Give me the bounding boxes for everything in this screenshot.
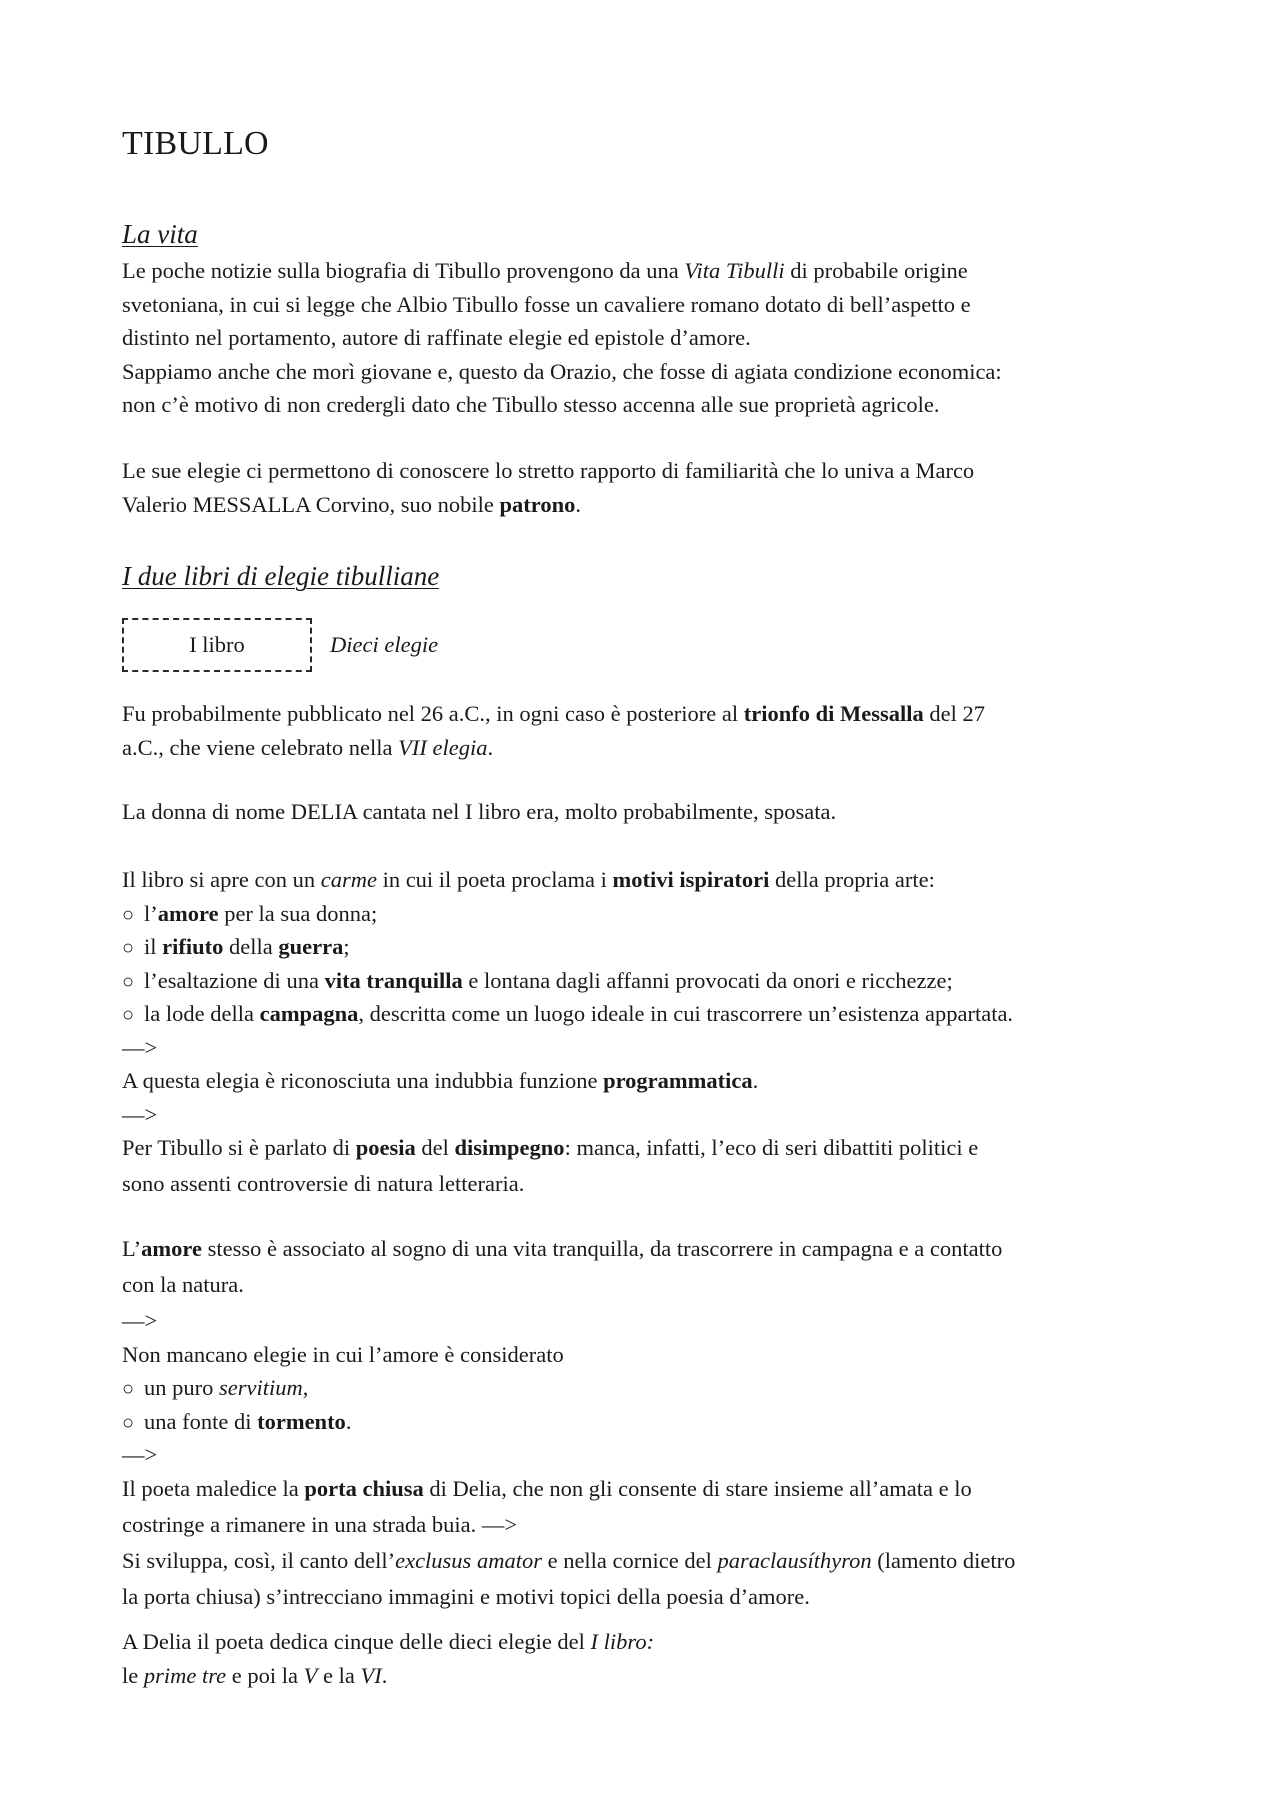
bullet-circle-icon: ○ — [122, 1411, 135, 1434]
text-line — [122, 1544, 1162, 1580]
text-run: Il poeta maledice la — [122, 1475, 305, 1501]
text-line — [122, 863, 1162, 897]
text-run: Non mancano elegie in cui l’amore è considerato — [122, 1341, 564, 1367]
italic-text: Vita Tibulli — [684, 258, 785, 283]
text-line — [122, 1268, 1162, 1304]
text-line — [122, 288, 1162, 322]
text-line — [122, 964, 1162, 998]
italic-text: paraclausíthyron — [717, 1547, 872, 1573]
italic-text: I libro: — [590, 1629, 655, 1654]
text-line — [122, 1405, 1162, 1439]
text-run: in cui il poeta proclama i — [376, 867, 613, 892]
text-line — [122, 997, 1162, 1031]
text-run: , — [302, 1375, 309, 1400]
text-line — [122, 1580, 1162, 1616]
paragraph-vita-biography — [122, 254, 1162, 422]
paragraph-amore-servitium — [122, 1232, 1162, 1616]
text-run: Il libro si apre con un — [122, 867, 321, 892]
text-run: per la sua donna; — [218, 900, 378, 926]
italic-text: VII elegia — [398, 734, 488, 760]
text-run: svetoniana, in cui si legge che Albio Tibullo fosse un cavaliere romano dotato di bell’aspetto e — [122, 291, 971, 317]
text-run: A questa elegia è riconosciuta una indubbia funzione — [122, 1068, 604, 1093]
bold-text: poesia — [355, 1135, 416, 1160]
bullet-circle-icon: ○ — [122, 970, 135, 993]
text-run: l’esaltazione di una — [144, 967, 325, 993]
text-line — [122, 1304, 1162, 1338]
text-run: Le poche notizie sulla biografia di Tibullo provengono da una — [122, 258, 685, 283]
text-run: una fonte di — [144, 1408, 258, 1434]
text-run: sono assenti controversie di natura letteraria. — [122, 1171, 525, 1196]
text-run: Fu probabilmente pubblicato nel 26 a.C., in ogni caso è posteriore al — [122, 701, 744, 726]
bold-text: guerra — [278, 934, 344, 959]
text-run: Le sue elegie ci permettono di conoscere lo stretto rapporto di familiarità che lo univa a Marco — [122, 458, 975, 483]
text-run: : manca, infatti, l’eco di seri dibattiti politici e — [564, 1135, 979, 1160]
text-line — [122, 1438, 1162, 1472]
text-run: . — [575, 491, 581, 517]
bold-text: porta chiusa — [304, 1475, 424, 1501]
text-run: distinto nel portamento, autore di raffinate elegie ed epistole d’amore. — [122, 325, 751, 350]
paragraph-vita-patrono — [122, 454, 1162, 521]
text-line — [122, 254, 1162, 288]
text-line — [122, 388, 1162, 422]
text-run: e nella cornice del — [541, 1547, 718, 1573]
text-line — [122, 1472, 1162, 1508]
book-tag-box: I libro — [122, 618, 312, 672]
text-run: , descritta come un luogo ideale in cui trascorrere un’esistenza appartata. — [358, 1001, 1014, 1026]
italic-text: carme — [320, 867, 377, 892]
text-run: Valerio MESSALLA Corvino, suo nobile — [122, 491, 500, 517]
text-line — [122, 930, 1162, 964]
text-line — [122, 321, 1162, 355]
text-run: —> — [122, 1308, 158, 1333]
text-line — [122, 355, 1162, 389]
text-line — [122, 1625, 1162, 1659]
book-note: Dieci elegie — [330, 632, 439, 657]
text-line — [122, 1659, 1162, 1693]
text-run: —> — [122, 1034, 158, 1060]
text-line — [122, 1232, 1162, 1268]
text-run: A Delia il poeta dedica cinque delle dieci elegie del — [122, 1629, 591, 1654]
bold-text: trionfo di Messalla — [743, 701, 924, 726]
text-run: costringe a rimanere in una strada buia. —> — [122, 1511, 518, 1537]
text-run: . — [345, 1408, 352, 1434]
text-run: del 27 — [923, 701, 985, 726]
text-run: ; — [343, 934, 350, 959]
text-run: l’ — [144, 900, 158, 926]
text-run: —> — [122, 1442, 158, 1467]
paragraph-elegie-delia — [122, 1625, 1162, 1692]
paragraph-motivi-ispiratori — [122, 863, 1162, 1203]
text-run: (lamento dietro — [871, 1547, 1016, 1573]
text-run: L’ — [122, 1236, 142, 1261]
text-run: La donna di nome DELIA cantata nel I libro era, molto probabilmente, sposata. — [122, 799, 837, 824]
text-run: del — [415, 1135, 455, 1160]
text-run: . — [487, 734, 494, 760]
text-line — [122, 1098, 1162, 1132]
bold-text: programmatica — [603, 1068, 753, 1093]
text-line — [122, 1064, 1162, 1098]
bold-text: disimpegno — [454, 1135, 565, 1160]
section-heading-due-libri: I due libri di elegie tibulliane — [122, 561, 440, 591]
text-run: il — [144, 934, 163, 959]
text-line — [122, 1338, 1162, 1372]
italic-text: V — [303, 1662, 318, 1688]
text-run: della propria arte: — [769, 867, 935, 892]
bold-text: amore — [157, 900, 219, 926]
text-run: e lontana dagli affanni provocati da onori e ricchezze; — [462, 967, 953, 993]
text-run: e poi la — [226, 1662, 304, 1688]
bullet-circle-icon: ○ — [122, 903, 135, 926]
text-line — [122, 731, 1162, 765]
bold-text: patrono — [499, 491, 576, 517]
text-run: con la natura. — [122, 1272, 244, 1297]
text-run: la porta chiusa) s’intrecciano immagini e motivi topici della poesia d’amore. — [122, 1583, 810, 1609]
text-run: le — [122, 1662, 144, 1688]
text-run: un puro — [144, 1375, 219, 1400]
text-run: non c’è motivo di non credergli dato che Tibullo stesso accenna alle sue proprietà agricole. — [122, 392, 940, 417]
text-run: —> — [122, 1101, 158, 1127]
text-run: stesso è associato al sogno di una vita tranquilla, da trascorrere in campagna e a contatto — [201, 1236, 1003, 1261]
text-line — [122, 1131, 1162, 1167]
bold-text: motivi ispiratori — [612, 867, 770, 892]
text-line — [122, 454, 1162, 488]
text-line — [122, 1167, 1162, 1203]
text-line — [122, 897, 1162, 931]
document-title: TIBULLO — [122, 125, 269, 162]
text-line — [122, 1371, 1162, 1405]
italic-text: prime tre — [143, 1662, 227, 1688]
bold-text: campagna — [259, 1001, 359, 1026]
text-line — [122, 697, 1162, 731]
text-run: Si sviluppa, così, il canto dell’ — [122, 1547, 396, 1573]
bullet-circle-icon: ○ — [122, 1378, 135, 1400]
text-run: della — [223, 934, 279, 959]
text-run: la lode della — [144, 1001, 260, 1026]
paragraph-delia — [122, 795, 1162, 829]
text-run: Per Tibullo si è parlato di — [122, 1135, 356, 1160]
section-heading-la-vita: La vita — [122, 219, 198, 249]
italic-text: servitium — [219, 1375, 303, 1400]
text-line — [122, 488, 1162, 522]
bold-text: rifiuto — [162, 934, 224, 959]
bold-text: vita tranquilla — [324, 967, 463, 993]
text-run: di probabile origine — [784, 258, 968, 283]
text-run: e la — [317, 1662, 361, 1688]
paragraph-pubblicazione — [122, 697, 1162, 764]
bullet-circle-icon: ○ — [122, 937, 135, 959]
text-run: di Delia, che non gli consente di stare insieme all’amata e lo — [423, 1475, 972, 1501]
bold-text: amore — [141, 1236, 202, 1261]
text-run: . — [752, 1068, 759, 1093]
text-run: Sappiamo anche che morì giovane e, questo da Orazio, che fosse di agiata condizione economica: — [122, 358, 1002, 384]
text-run: a.C., che viene celebrato nella — [122, 734, 399, 760]
text-line — [122, 1508, 1162, 1544]
text-line — [122, 795, 1162, 829]
bold-text: tormento — [257, 1408, 346, 1434]
text-run: . — [381, 1662, 388, 1688]
italic-text: exclusus amator — [395, 1547, 542, 1573]
italic-text: VI — [360, 1662, 382, 1688]
bullet-circle-icon: ○ — [122, 1004, 135, 1026]
text-line — [122, 1031, 1162, 1065]
